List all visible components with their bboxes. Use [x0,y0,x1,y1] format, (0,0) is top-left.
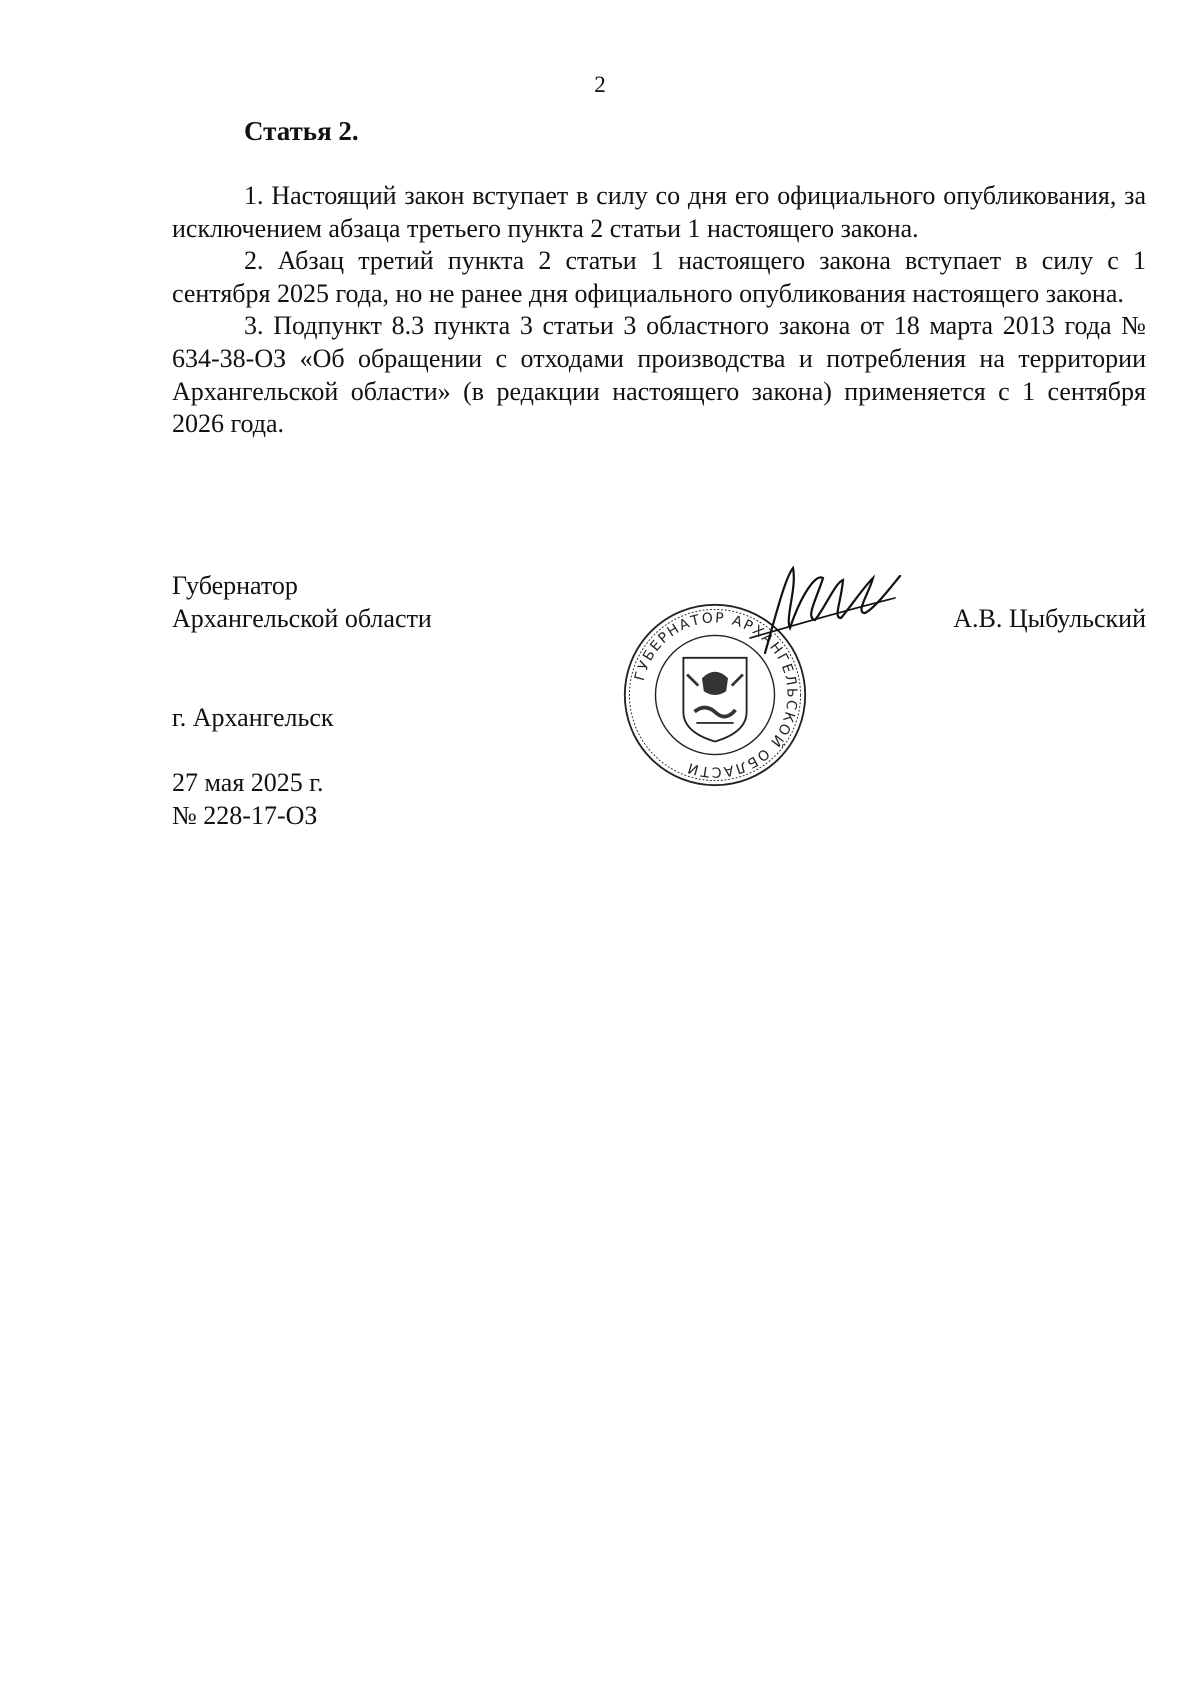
article-heading: Статья 2. [244,116,359,146]
paragraph-2: 2. Абзац третий пункта 2 статьи 1 настоящего закона вступает в силу с 1 сентября 2025 года, но не ранее дня официального опубликования настоящего закона. [172,246,1146,308]
seal-ring-text: ГУБЕРНАТОР АРХАНГЕЛЬСКОЙ ОБЛАСТИ [631,610,800,780]
page-number: 2 [594,72,606,97]
signatory-title [172,570,432,635]
date-and-number [172,767,324,832]
place: г. Архангельск [172,703,334,732]
law-number: № 228-17-ОЗ [172,800,318,830]
archangel-figure-icon [702,672,728,695]
paragraph-3: 3. Подпункт 8.3 пункта 3 статьи 3 областного закона от 18 марта 2013 года № 634-38-ОЗ «Об обращении с отходами производства и потребления на территории Архангельской области» (в редакции настоящего закона) применяется с 1 сентября 2026 года. [172,311,1146,439]
law-date: 27 мая 2025 г. [172,768,324,797]
paragraph-1: 1. Настоящий закон вступает в силу со дня его официального опубликования, за исключением абзаца третьего пункта 2 статьи 1 настоящего закона. [172,181,1146,243]
signatory-title-line2: Архангельской области [172,603,432,633]
signer-name: А.В. Цыбульский [953,604,1146,633]
article-body [172,180,1146,441]
coat-of-arms-shield [683,658,746,742]
handwritten-signature [745,558,905,668]
signatory-title-line1: Губернатор [172,571,298,600]
